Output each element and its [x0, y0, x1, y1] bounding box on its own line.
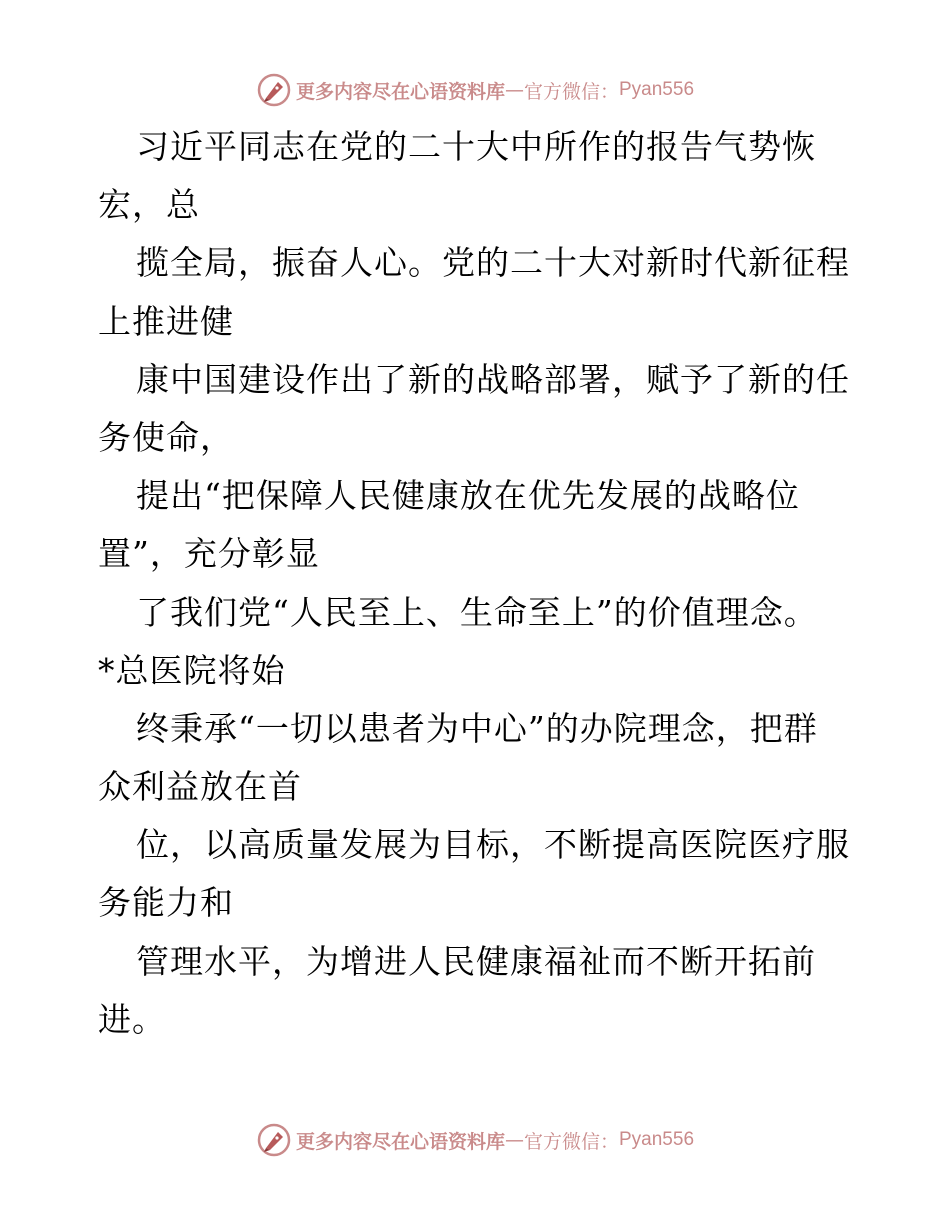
body-text-line: 习近平同志在党的二十大中所作的报告气势恢 [136, 127, 816, 166]
body-text-line: 务使命， [98, 417, 234, 457]
body-text-line: 众利益放在首 [98, 767, 302, 807]
footer-watermark [0, 1120, 950, 1160]
header-watermark [0, 70, 950, 110]
body-text-line: 上推进健 [98, 301, 234, 341]
watermark-site-text: 更多内容尽在心语资料库 [295, 80, 505, 103]
body-text-line: 了我们党“人民至上、生命至上”的价值理念。 [136, 592, 818, 632]
body-text-line: 进。 [98, 999, 166, 1039]
watermark-dash: — [504, 79, 524, 101]
body-text-line: 置”，充分彰显 [98, 534, 320, 574]
watermark-id: Pyan556 [619, 79, 695, 100]
pen-nib-logo-icon [256, 1122, 292, 1158]
body-text-line: 管理水平，为增进人民健康福祉而不断开拓前 [136, 941, 816, 981]
pen-nib-logo-icon [256, 72, 292, 108]
body-text-line: 位，以高质量发展为目标，不断提高医院医疗服 [136, 825, 850, 865]
document-body [98, 118, 878, 1049]
watermark-site-text: 更多内容尽在心语资料库 [295, 1130, 505, 1153]
body-text-line: 提出“把保障人民健康放在优先发展的战略位 [136, 476, 800, 516]
body-text-line: 揽全局，振奋人心。党的二十大对新时代新征程 [136, 243, 850, 283]
body-text-line: 康中国建设作出了新的战略部署，赋予了新的任 [136, 359, 850, 399]
body-text-line: 务能力和 [98, 883, 234, 923]
watermark-dash: — [504, 1129, 524, 1151]
watermark-id: Pyan556 [619, 1129, 695, 1150]
body-text-line: 终秉承“一切以患者为中心”的办院理念，把群 [136, 708, 818, 748]
watermark-label: 官方微信： [523, 80, 619, 103]
body-text-line: *总医院将始 [98, 650, 286, 690]
watermark-label: 官方微信： [523, 1130, 619, 1153]
body-text-line: 宏，总 [98, 185, 200, 225]
